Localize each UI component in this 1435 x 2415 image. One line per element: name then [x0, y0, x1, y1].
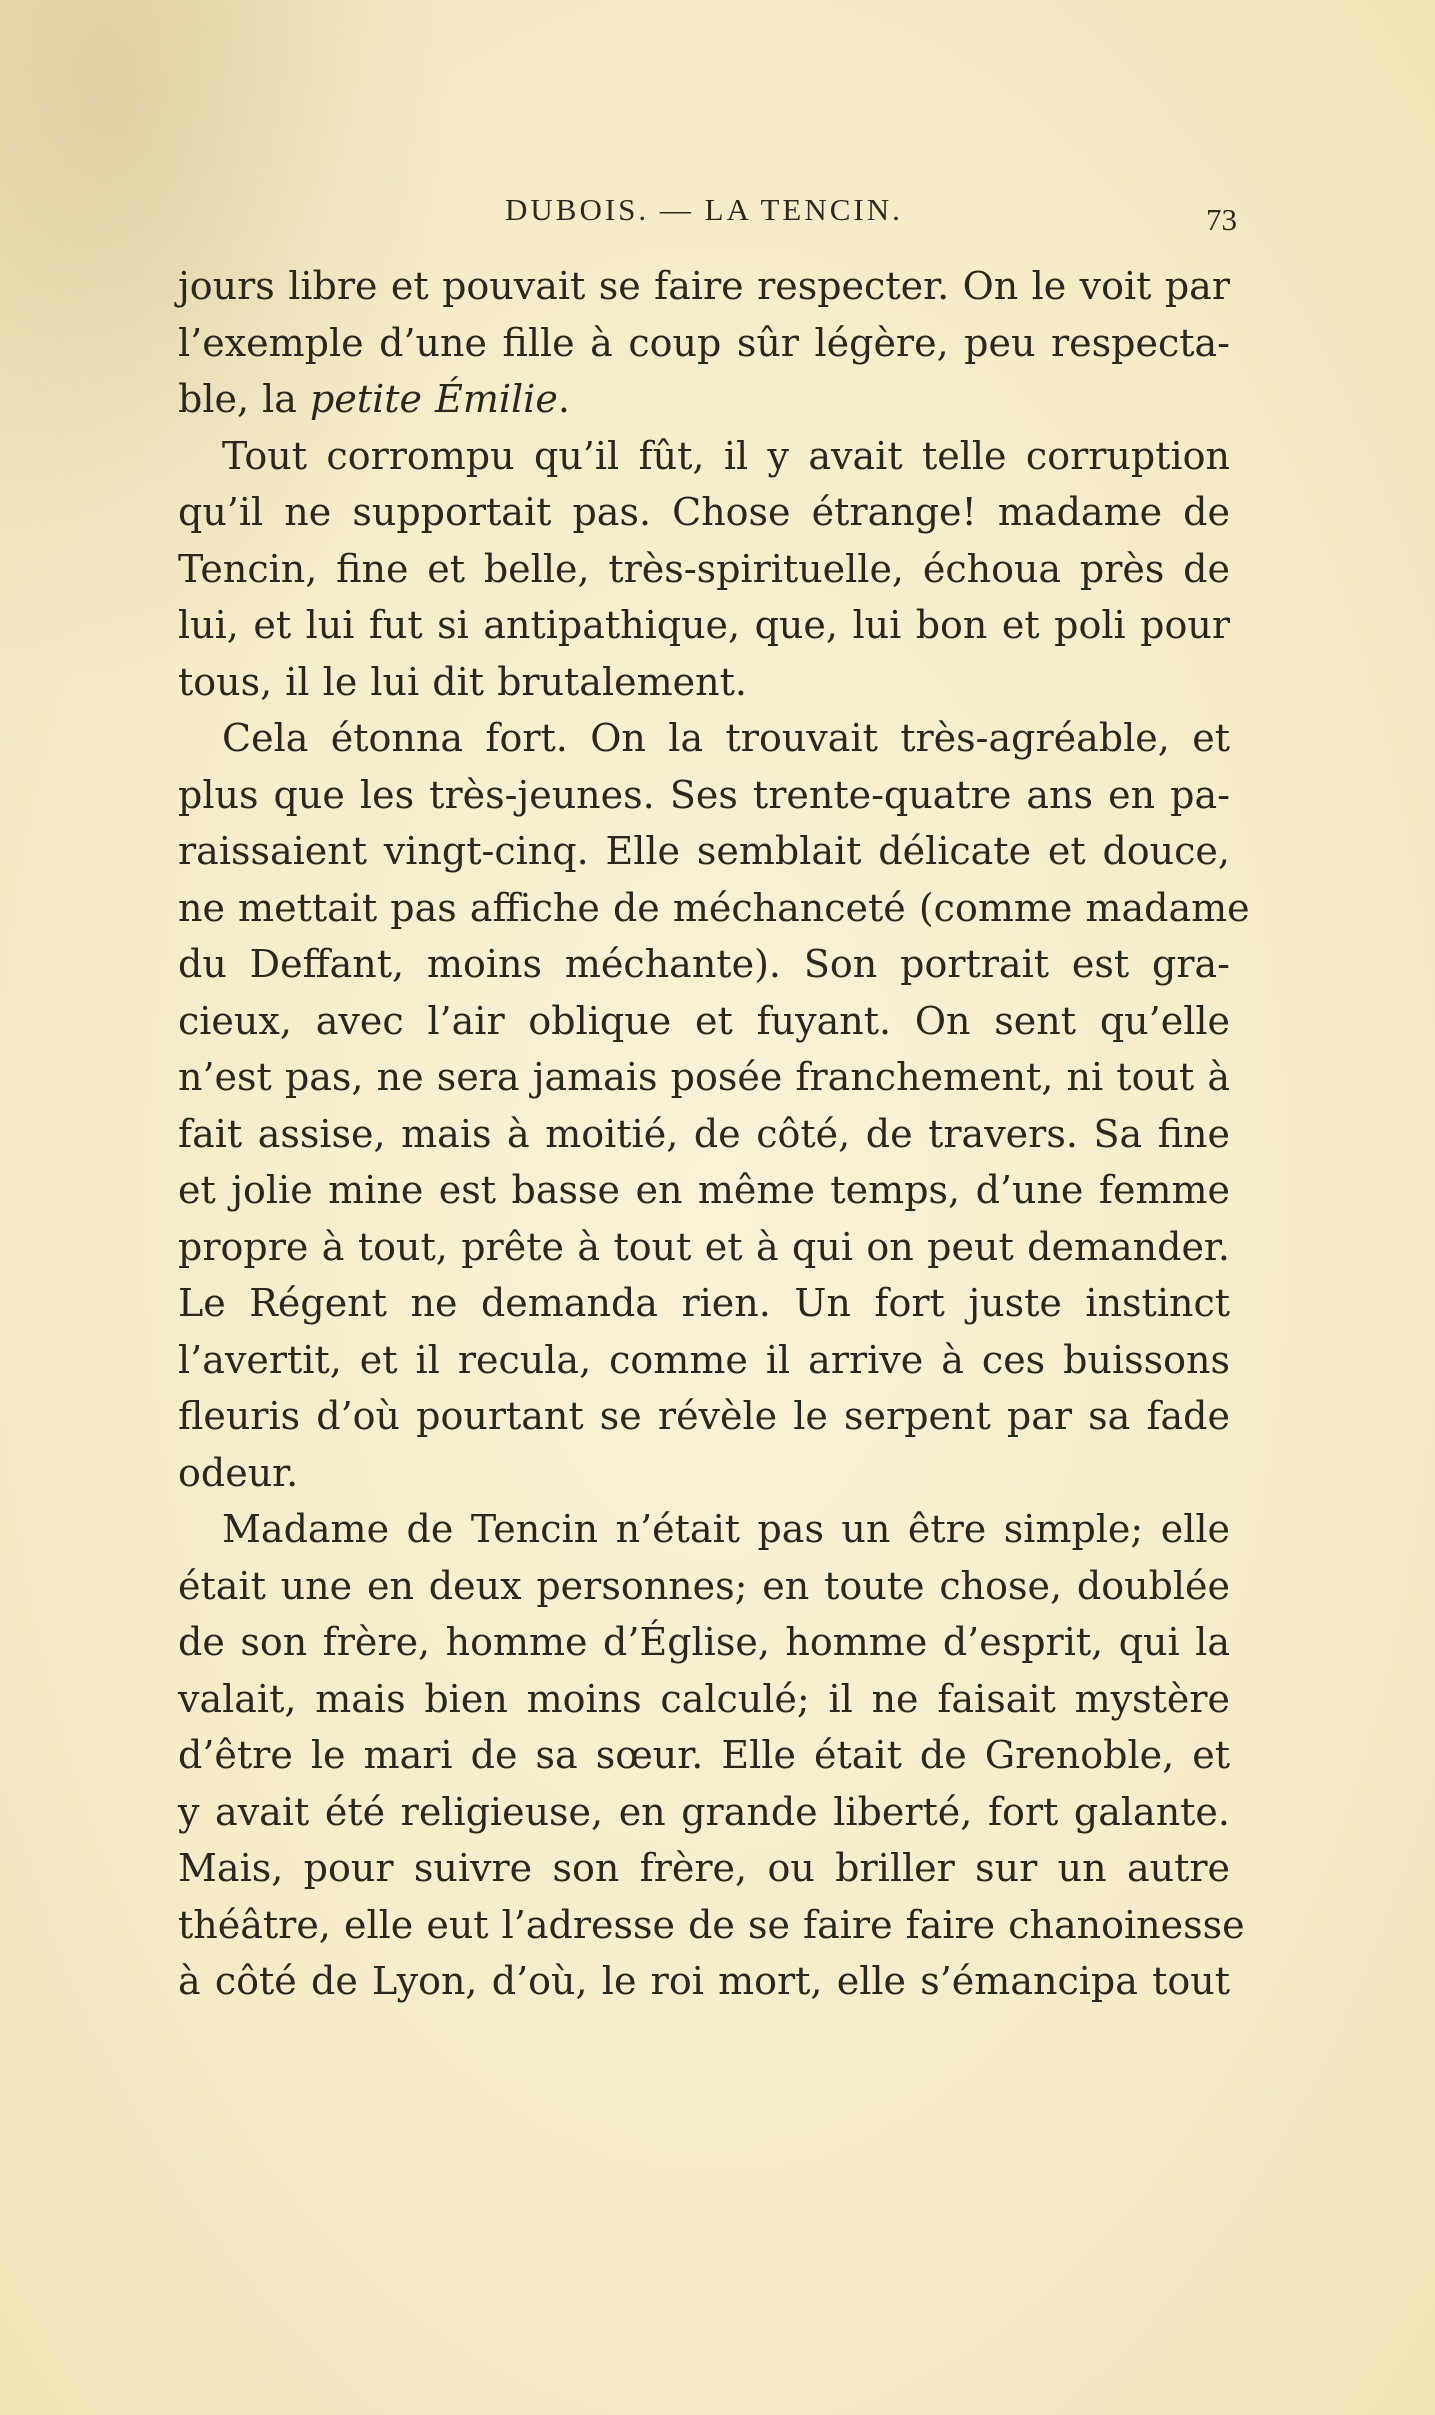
text-line: ne mettait pas affiche de méchanceté (comme madame	[178, 885, 1250, 930]
text-fragment: ble, la	[178, 377, 311, 421]
text-line: d’être le mari de sa sœur. Elle était de Grenoble, et	[178, 1733, 1230, 1777]
text-line: y avait été religieuse, en grande liberté, fort galante.	[178, 1789, 1230, 1834]
text-line: valait, mais bien moins calculé; il ne faisait mystère	[178, 1676, 1230, 1721]
italic-title: petite Émilie	[310, 377, 558, 421]
text-line: était une en deux personnes; en toute chose, doublée	[178, 1563, 1230, 1608]
text-line: jours libre et pouvait se faire respecter. On le voit par	[178, 264, 1230, 308]
running-title: DUBOIS. — LA TENCIN.	[505, 192, 903, 227]
paragraph-start-line: Madame de Tencin n’était pas un être simple; elle	[222, 1507, 1230, 1551]
text-line: fait assise, mais à moitié, de côté, de travers. Sa fine	[178, 1111, 1230, 1156]
text-line: cieux, avec l’air oblique et fuyant. On sent qu’elle	[178, 998, 1230, 1043]
text-line: plus que les très-jeunes. Ses trente-quatre ans en pa-	[178, 772, 1230, 817]
text-line: lui, et lui fut si antipathique, que, lui bon et poli pour	[178, 603, 1230, 647]
text-line: du Deffant, moins méchante). Son portrait est gra-	[178, 942, 1230, 986]
text-line: à côté de Lyon, d’où, le roi mort, elle s’émancipa tout	[178, 1959, 1230, 2003]
text-line: odeur.	[178, 1450, 299, 1495]
text-line: raissaient vingt-cinq. Elle semblait délicate et douce,	[178, 829, 1230, 873]
text-line: propre à tout, prête à tout et à qui on peut demander.	[178, 1224, 1230, 1269]
text-line: théâtre, elle eut l’adresse de se faire faire chanoinesse	[178, 1902, 1245, 1947]
text-line: et jolie mine est basse en même temps, d’une femme	[178, 1168, 1230, 1212]
text-line: n’est pas, ne sera jamais posée franchement, ni tout à	[178, 1055, 1230, 1099]
text-line: tous, il le lui dit brutalement.	[178, 659, 747, 704]
paragraph-start-line: Tout corrompu qu’il fût, il y avait telle corruption	[222, 433, 1230, 478]
paragraph-start-line: Cela étonna fort. On la trouvait très-agréable, et	[222, 716, 1230, 760]
body-text	[178, 258, 1250, 2010]
page-number: 73	[1206, 202, 1237, 237]
text-fragment: .	[557, 377, 570, 421]
text-line: Mais, pour suivre son frère, ou briller sur un autre	[178, 1846, 1230, 1890]
text-line: l’exemple d’une fille à coup sûr légère, peu respecta-	[178, 320, 1230, 365]
text-line: qu’il ne supportait pas. Chose étrange! madame de	[178, 490, 1230, 534]
text-line: l’avertit, et il recula, comme il arrive à ces buissons	[178, 1337, 1230, 1382]
text-line: de son frère, homme d’Église, homme d’esprit, qui la	[178, 1620, 1230, 1664]
text-line: Le Régent ne demanda rien. Un fort juste instinct	[178, 1281, 1230, 1325]
text-line	[178, 371, 1230, 428]
text-line: fleuris d’où pourtant se révèle le serpent par sa fade	[178, 1394, 1230, 1438]
text-line: Tencin, fine et belle, très-spirituelle, échoua près de	[178, 546, 1230, 591]
running-header	[0, 192, 1435, 242]
